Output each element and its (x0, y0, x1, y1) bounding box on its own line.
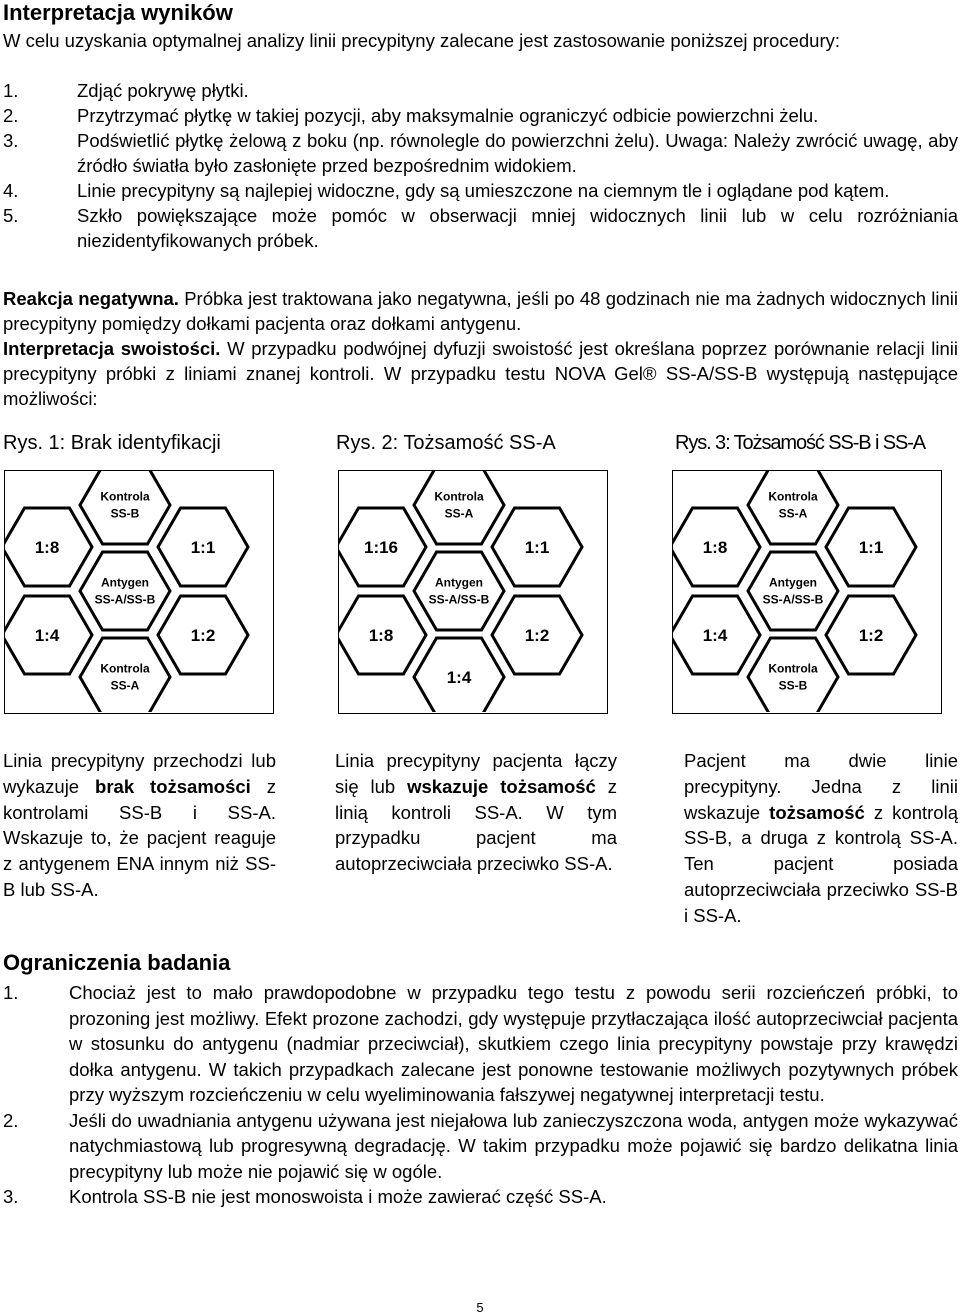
description-text: Linia precypityny przechodzi lub wykazuje (3, 750, 276, 797)
well-label: Kontrola (768, 661, 818, 676)
figure-3-description (684, 748, 958, 929)
hexagon-well (80, 552, 170, 630)
step-number: 3. (3, 130, 19, 151)
negative-reaction-paragraph (3, 286, 958, 336)
well-center-antigen (748, 552, 838, 630)
well-label: 1:2 (524, 625, 550, 645)
well-label: 1:1 (524, 538, 550, 557)
well-lower-right (158, 596, 248, 674)
well-label: Kontrola (768, 489, 818, 504)
step-text: Przytrzymać płytkę w takiej pozycji, aby maksymalnie ograniczyć odbicie powierzchni żelu. (77, 105, 819, 126)
well-label: 1:1 (190, 538, 216, 557)
procedure-step (3, 178, 958, 203)
well-lower-left (673, 596, 760, 674)
well-center-antigen (414, 552, 504, 630)
figure-caption-1: Rys. 1: Brak identyfikacji (3, 432, 221, 454)
well-label: Kontrola (434, 489, 484, 504)
well-label: SS-A/SS-B (94, 592, 156, 607)
section-heading-interpretation: Interpretacja wyników (3, 0, 233, 25)
limitation-number: 3. (3, 1186, 19, 1207)
figures-row (0, 470, 960, 716)
step-text: Szkło powiększające może pomóc w obserwacji mniej widocznych linii lub w celu rozróżniania niezidentyfikowanych próbek. (77, 205, 958, 251)
well-top (80, 471, 170, 544)
well-label: 1:1 (858, 538, 884, 557)
well-label: SS-A/SS-B (428, 592, 490, 607)
emphasis-text: tożsamość (769, 801, 865, 823)
well-center-antigen (80, 552, 170, 630)
description-text: Linia precypityny pacjenta łączy się lub (335, 750, 617, 797)
limitation-text: Kontrola SS-B nie jest monoswoista i może zawierać część SS-A. (69, 1186, 607, 1207)
well-label: 1:2 (858, 625, 884, 645)
well-label: 1:4 (446, 667, 472, 687)
description-text: z kontrolami SS-B i SS-A. Wskazuje to, że pacjent reaguje z antygenem ENA innym niż SS-B lub SS-A. (3, 775, 276, 900)
step-text: Podświetlić płytkę żelową z boku (np. równolegle do powierzchni żelu). Uwaga: Należy zwrócić uwagę, aby źródło światła było zasłonięte przed bezpośrednim widokiem. (77, 130, 958, 176)
emphasis-text: wskazuje tożsamość (407, 775, 596, 797)
step-number: 1. (3, 80, 19, 101)
well-top (748, 471, 838, 544)
description-text: z kontrolą SS-B, a druga z kontrolą SS-A. Ten pacjent posiada autoprzeciwciała przeciwko SS-B i SS-A. (684, 801, 958, 926)
figure-1-description (3, 748, 276, 903)
specificity-paragraph (3, 336, 958, 411)
step-number: 2. (3, 105, 19, 126)
well-label: Kontrola (100, 661, 150, 676)
procedure-steps (3, 78, 958, 253)
limitation-number: 2. (3, 1109, 19, 1131)
section-heading-limitations: Ograniczenia badania (3, 950, 231, 975)
negative-reaction-text: Próbka jest traktowana jako negatywna, jeśli po 48 godzinach nie ma żadnych widocznych linii precypityny pomiędzy dołkami pacjenta oraz dołkami antygenu. (3, 288, 958, 334)
well-label: 1:4 (702, 625, 728, 645)
limitation-text: Chociaż jest to mało prawdopodobne w przypadku tego testu z powodu serii rozcieńczeń próbki, to prozoning jest możliwy. Efekt prozone zachodzi, gdy występuje przytłaczająca ilość autoprzeciwciał pacjenta w stosunku do antygenu (nadmiar przeciwciał), skutkiem czego linia precypityny powstaje przy krawędzi dołka antygenu. W takich przypadkach zalecane jest ponowne testowanie możliwych pozytywnych próbek przy wyższym rozcieńczeniu w celu wyeliminowania fałszywej negatywnej interpretacji testu. (69, 982, 958, 1105)
specificity-text: W przypadku podwójnej dyfuzji swoistość jest określana poprzez porównanie relacji linii precypityny próbki z liniami znanej kontroli. W przypadku testu NOVA Gel® SS-A/SS-B występują następujące możliwości: (3, 338, 958, 409)
well-label: Kontrola (100, 489, 150, 504)
page-number: 5 (476, 1300, 484, 1315)
well-label: SS-A (110, 678, 140, 693)
well-lower-right (492, 596, 582, 674)
interpretation-paragraphs (3, 286, 958, 411)
well-bottom (414, 638, 504, 712)
limitation-text: Jeśli do uwadniania antygenu używana jest niejałowa lub zanieczyszczona woda, antygen może wykazywać natychmiastową lub progresywną degradację. W takim przypadku może pojawić się bardzo delikatna linia precypityny lub może nie pojawić się w ogóle. (69, 1109, 958, 1182)
well-upper-left (673, 508, 760, 586)
well-label: 1:8 (702, 538, 728, 557)
specificity-label: Interpretacja swoistości. (3, 338, 221, 359)
hexagon-well (748, 552, 838, 630)
well-label: SS-A/SS-B (762, 592, 824, 607)
well-label: SS-A (778, 506, 808, 521)
figure-2-description (335, 748, 617, 877)
emphasis-text: brak tożsamości (95, 775, 251, 797)
well-bottom (80, 638, 170, 712)
well-label: Antygen (769, 575, 817, 590)
well-label: Antygen (435, 575, 483, 590)
hexagon-diagram (673, 471, 940, 712)
well-lower-left (339, 596, 426, 674)
figure-3-hexagon-diagram (672, 470, 942, 714)
limitation-item (3, 1108, 958, 1185)
description-text: z linią kontroli SS-A. W tym przypadku pacjent ma autoprzeciwciała przeciwko SS-A. (335, 775, 617, 875)
well-label: 1:8 (34, 538, 60, 557)
hexagon-well (414, 552, 504, 630)
procedure-step (3, 203, 958, 253)
figure-1-hexagon-diagram (4, 470, 274, 714)
well-upper-left (5, 508, 92, 586)
procedure-step (3, 128, 958, 178)
well-top (414, 471, 504, 544)
well-label: SS-B (110, 506, 140, 521)
well-label: 1:4 (34, 625, 60, 645)
well-upper-left (339, 508, 426, 586)
well-upper-right (826, 508, 916, 586)
step-text: Linie precypityny są najlepiej widoczne, gdy są umieszczone na ciemnym tle i oglądane pod kątem. (77, 180, 890, 201)
step-number: 4. (3, 180, 19, 201)
hexagon-diagram (5, 471, 272, 712)
intro-paragraph: W celu uzyskania optymalnej analizy linii precypityny zalecane jest zastosowanie poniższej procedury: (3, 30, 841, 51)
well-upper-right (492, 508, 582, 586)
well-label: SS-B (778, 678, 808, 693)
well-lower-right (826, 596, 916, 674)
figure-caption-2: Rys. 2: Tożsamość SS-A (336, 432, 556, 454)
well-lower-left (5, 596, 92, 674)
figure-2-hexagon-diagram (338, 470, 608, 714)
limitations-list (3, 980, 958, 1210)
hexagon-diagram (339, 471, 606, 712)
well-label: 1:2 (190, 625, 216, 645)
step-number: 5. (3, 205, 19, 226)
procedure-step (3, 103, 958, 128)
figure-caption-3: Rys. 3: Tożsamość SS-B i SS-A (675, 432, 926, 454)
procedure-step (3, 78, 958, 103)
description-text: Pacjent ma dwie linie precypityny. Jedna z linii wskazuje (684, 750, 958, 823)
well-bottom (748, 638, 838, 712)
well-upper-right (158, 508, 248, 586)
limitation-item (3, 980, 958, 1108)
well-label: 1:8 (368, 625, 394, 645)
well-label: Antygen (101, 575, 149, 590)
well-label: SS-A (444, 506, 474, 521)
step-text: Zdjąć pokrywę płytki. (77, 80, 249, 101)
well-label: 1:16 (363, 538, 399, 557)
negative-reaction-label: Reakcja negatywna. (3, 288, 179, 309)
limitation-number: 1. (3, 982, 19, 1003)
limitation-item (3, 1184, 958, 1210)
